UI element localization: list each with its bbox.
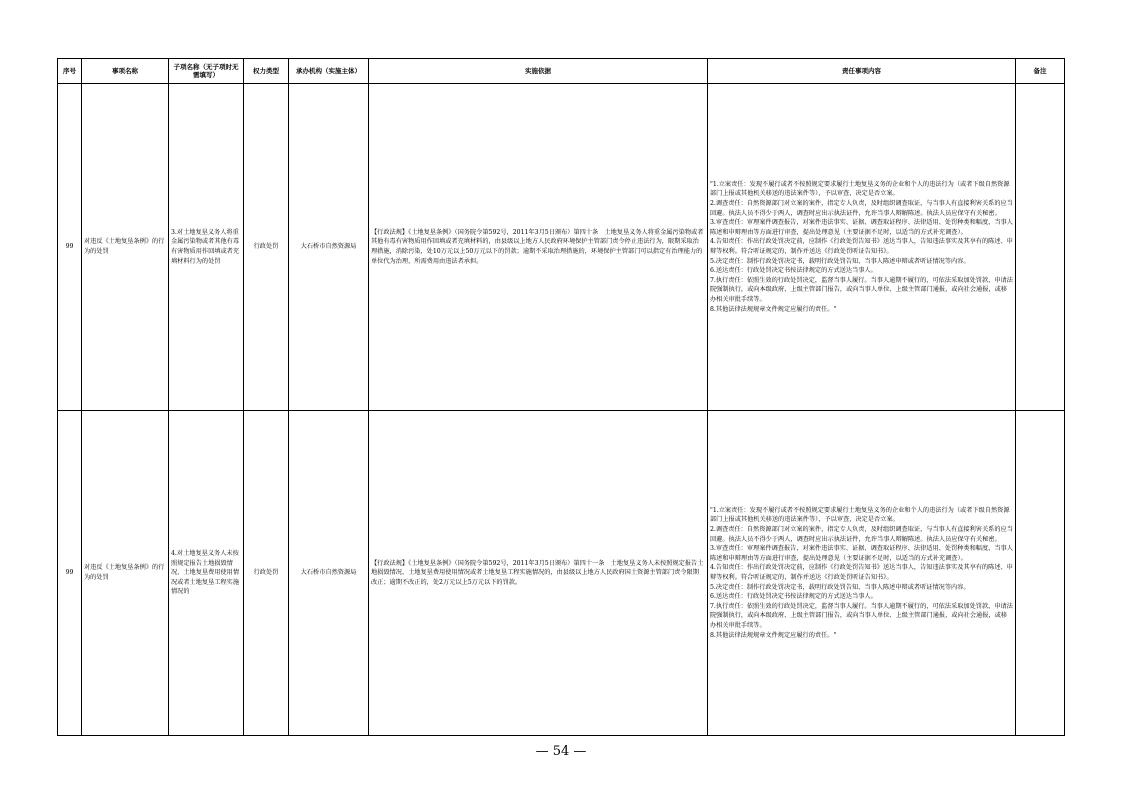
cell-responsibility bbox=[708, 84, 1016, 411]
cell-power-type: 行政处罚 bbox=[244, 84, 289, 411]
responsibility-line: 7.执行责任：依照生效的行政处罚决定，监督当事人履行。当事人逾期不履行的，可依法采取加处罚款、申请法院强制执行，或向本级政府、上级主管部门报告，或向当事人单位、上级主管部门通报，或向社会通报，或移办相关审批手续等。 bbox=[710, 602, 1013, 629]
header-seq: 序号 bbox=[58, 59, 82, 84]
cell-item-name: 对违反《土地复垦条例》的行为的处罚 bbox=[82, 84, 169, 411]
header-item-name: 事项名称 bbox=[82, 59, 169, 84]
cell-agency: 大石桥市自然资源局 bbox=[289, 84, 369, 411]
cell-item-name: 对违反《土地复垦条例》的行为的处罚 bbox=[82, 411, 169, 736]
header-sub-item: 子项名称（无子项时无需填写） bbox=[169, 59, 244, 84]
cell-remarks bbox=[1016, 411, 1065, 736]
header-remarks: 备注 bbox=[1016, 59, 1065, 84]
responsibility-line: 3.审查责任：审理案件调查报告，对案件违法事实、证据、调查取证程序、法律适用、处罚种类和幅度、当事人陈述和申辩理由等方面进行审查，提出处理意见（主要证据不足时，以适当的方式补充调查）。 bbox=[710, 219, 1013, 236]
header-basis: 实施依据 bbox=[369, 59, 708, 84]
cell-basis: 【行政法规】《土地复垦条例》（国务院令第592号，2011年3月5日颁布）第四十条 土地复垦义务人将重金属污染物或者其他有毒有害物质用作回填或者充填材料的，由县级以上地方人民政府环境保护主管部门责令停止违法行为，限期采取治理措施，消除污染，处10万元以上50万元以下的罚款；逾期不采取治理措施的，环境保护主管部门可以指定有治理能力的单位代为治理，所需费用由违法者承担。 bbox=[369, 84, 708, 411]
cell-remarks bbox=[1016, 84, 1065, 411]
responsibility-line: 8.其他法律法规规章文件规定应履行的责任。" bbox=[710, 305, 837, 313]
cell-seq: 99 bbox=[58, 84, 82, 411]
responsibility-line: 6.送达责任：行政处罚决定书按法律规定的方式送达当事人。 bbox=[710, 267, 877, 275]
responsibility-line: 5.决定责任：制作行政处罚决定书，载明行政处罚告知、当事人陈述申辩或者听证情况等内容。 bbox=[710, 257, 970, 265]
page-number: — 54 — bbox=[535, 744, 587, 759]
responsibility-line: "1.立案责任：发现不履行或者不按照规定要求履行土地复垦义务的企业和个人的违法行为（或者下级自然资源部门上报或其他机关移送的违法案件等），予以审查，决定是否立案。 bbox=[710, 506, 1010, 524]
responsibility-line: 7.执行责任：依照生效的行政处罚决定，监督当事人履行。当事人逾期不履行的，可依法采取加处罚款、申请法院强制执行，或向本级政府、上级主管部门报告，或向当事人单位、上级主管部门通报，或向社会通报，或移办相关审批手续等。 bbox=[710, 276, 1013, 303]
cell-seq: 99 bbox=[58, 411, 82, 736]
cell-basis: 【行政法规】《土地复垦条例》（国务院令第592号，2011年3月5日颁布）第四十一条 土地复垦义务人未按照规定报告土地损毁情况、土地复垦费用使用情况或者土地复垦工程实施情况的，由县级以上地方人民政府国土资源主管部门责令限期改正；逾期不改正的，处2万元以上5万元以下的罚款。 bbox=[369, 411, 708, 736]
cell-power-type: 行政处罚 bbox=[244, 411, 289, 736]
table-row bbox=[58, 84, 1065, 411]
responsibility-line: 2.调查责任：自然资源部门对立案的案件，指定专人负责，及时组织调查取证，与当事人有直接利害关系的应当回避。执法人员不得少于两人，调查时应出示执法证件，允许当事人辩解陈述。执法人员应保守有关秘密。 bbox=[710, 526, 1013, 543]
power-list-table bbox=[57, 58, 1065, 736]
header-row bbox=[58, 59, 1065, 84]
cell-responsibility bbox=[708, 411, 1016, 736]
responsibility-line: 6.送达责任：行政处罚决定书按法律规定的方式送达当事人。 bbox=[710, 593, 877, 601]
responsibility-line: "1.立案责任：发现不履行或者不按照规定要求履行土地复垦义务的企业和个人的违法行为（或者下级自然资源部门上报或其他机关移送的违法案件等），予以审查，决定是否立案。 bbox=[710, 180, 1010, 198]
cell-agency: 大石桥市自然资源局 bbox=[289, 411, 369, 736]
responsibility-line: 3.审查责任：审理案件调查报告，对案件违法事实、证据、调查取证程序、法律适用、处罚种类和幅度、当事人陈述和申辩理由等方面进行审查，提出处理意见（主要证据不足时，以适当的方式补充调查）。 bbox=[710, 545, 1013, 562]
cell-sub-item: 4.对土地复垦义务人未按照规定报告土地损毁情况、土地复垦费用使用情况或者土地复垦工程实施情况的 bbox=[169, 411, 244, 736]
responsibility-line: 5.决定责任：制作行政处罚决定书，载明行政处罚告知、当事人陈述申辩或者听证情况等内容。 bbox=[710, 583, 970, 591]
table-row bbox=[58, 411, 1065, 736]
header-responsibility: 责任事项内容 bbox=[708, 59, 1016, 84]
header-agency: 承办机构（实施主体） bbox=[289, 59, 369, 84]
responsibility-line: 4.告知责任：作出行政处罚决定前，应制作《行政处罚告知书》送达当事人，告知违法事实及其享有的陈述、申辩等权利。符合听证规定的，制作并送达《行政处罚听证告知书》。 bbox=[710, 564, 1013, 581]
cell-sub-item: 3.对土地复垦义务人将重金属污染物或者其他有毒有害物质用作回填或者充填材料行为的处罚 bbox=[169, 84, 244, 411]
responsibility-line: 4.告知责任：作出行政处罚决定前，应制作《行政处罚告知书》送达当事人，告知违法事实及其享有的陈述、申辩等权利。符合听证规定的，制作并送达《行政处罚听证告知书》。 bbox=[710, 238, 1013, 255]
responsibility-line: 2.调查责任：自然资源部门对立案的案件，指定专人负责，及时组织调查取证，与当事人有直接利害关系的应当回避。执法人员不得少于两人，调查时应出示执法证件，允许当事人辩解陈述。执法人员应保守有关秘密。 bbox=[710, 200, 1013, 217]
header-power-type: 权力类型 bbox=[244, 59, 289, 84]
responsibility-line: 8.其他法律法规规章文件规定应履行的责任。" bbox=[710, 631, 837, 639]
